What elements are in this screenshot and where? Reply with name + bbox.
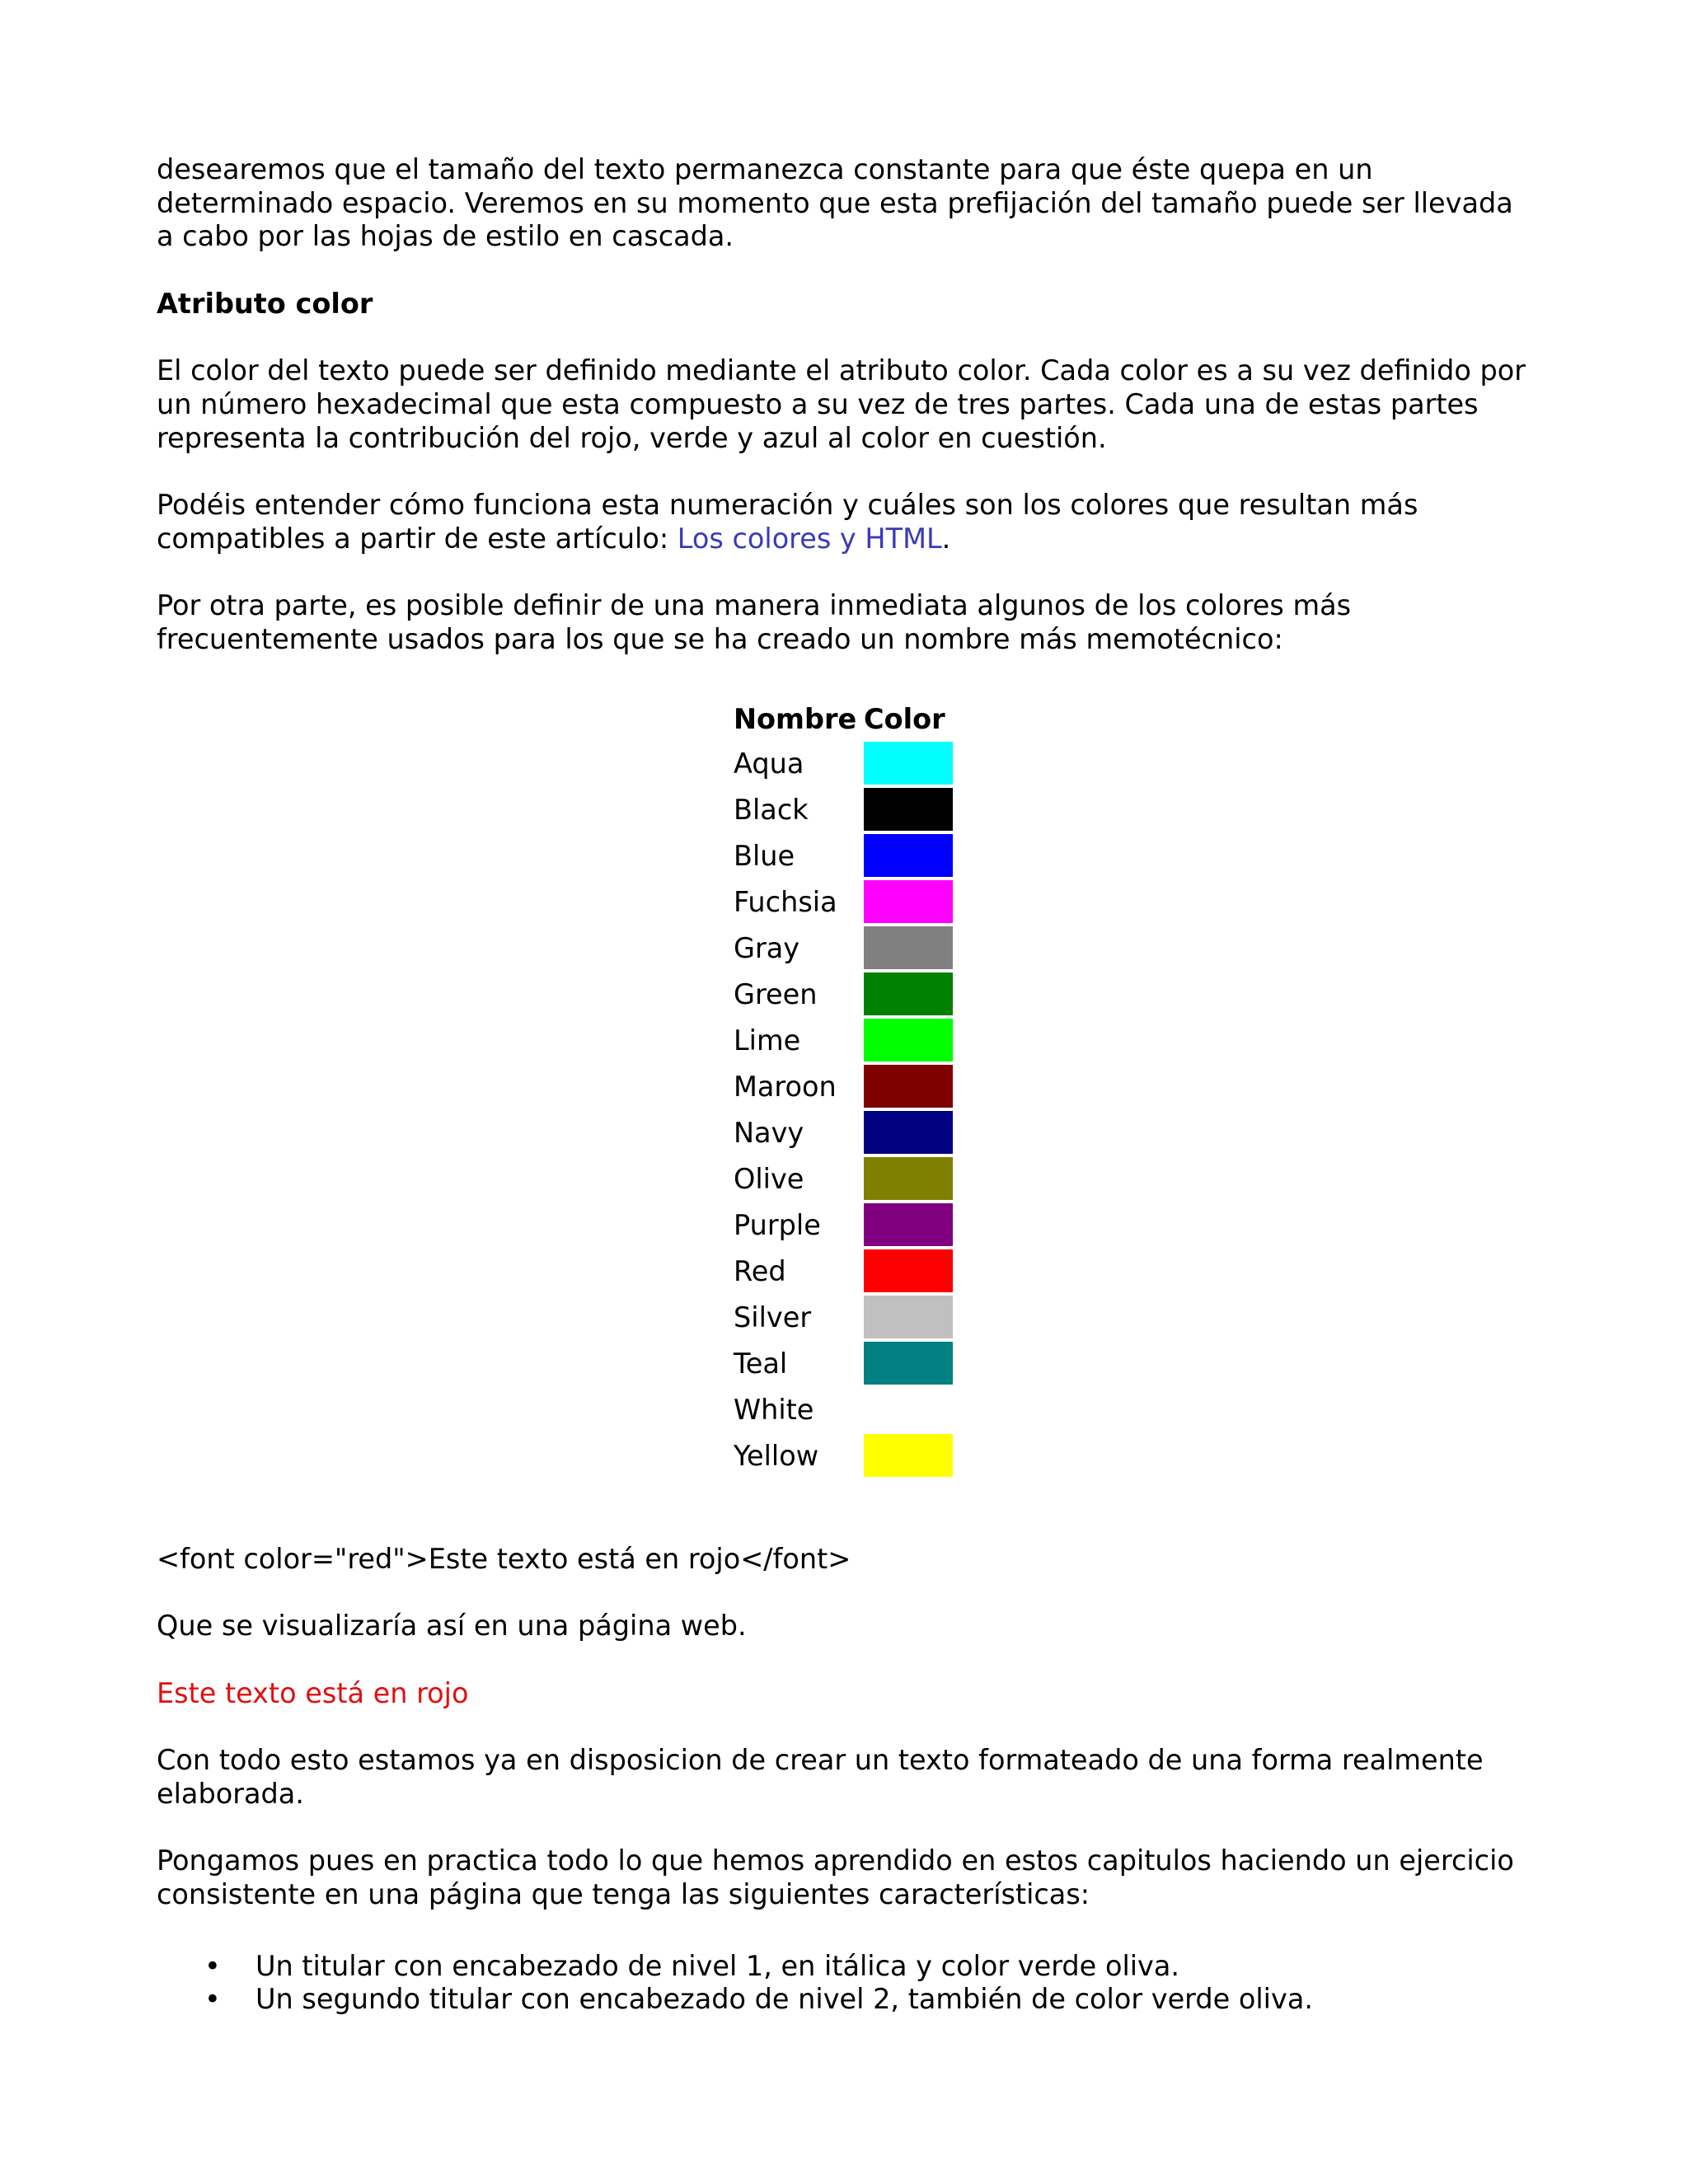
list-item-text: Un titular con encabezado de nivel 1, en itálica y color verde oliva.: [256, 1949, 1180, 1982]
color-swatch-cell: [864, 832, 956, 879]
color-swatch-cell: [864, 1202, 956, 1248]
exercise-line-1: Pongamos pues en practica todo lo que hemos aprendido en estos capitulos haciendo un ejercicio: [157, 1844, 1514, 1877]
color-swatch-cell: [864, 879, 956, 925]
color-name: Olive: [734, 1162, 804, 1195]
color-swatch: [864, 1111, 953, 1154]
color-row-black: [734, 786, 956, 832]
color-row-blue: [734, 832, 956, 879]
color-name: Blue: [734, 839, 795, 872]
color-swatch: [864, 1203, 953, 1246]
document-body: [157, 153, 1541, 690]
article-ref-prefix: compatibles a partir de este artículo:: [157, 522, 678, 555]
color-name: Gray: [734, 931, 800, 964]
document-body-lower: [157, 1543, 1541, 2017]
color-name: Yellow: [734, 1439, 819, 1472]
color-name: Navy: [734, 1116, 804, 1149]
color-swatch-cell: [864, 1109, 956, 1155]
article-ref-suffix: .: [941, 522, 951, 555]
exercise-line-2: consistente en una página que tenga las siguientes características:: [157, 1877, 1090, 1910]
color-row-navy: [734, 1109, 956, 1155]
color-row-yellow: [734, 1432, 956, 1479]
color-table-header: [734, 697, 956, 740]
color-name: Black: [734, 793, 809, 826]
color-swatch-cell: [864, 1248, 956, 1294]
article-ref-paragraph: [157, 489, 1541, 555]
color-swatch: [864, 834, 953, 877]
color-name: Red: [734, 1254, 786, 1287]
formatted-text-paragraph: [157, 1744, 1541, 1811]
bullet-icon: •: [204, 1983, 221, 2016]
color-name: Fuchsia: [734, 885, 837, 918]
color-name: Teal: [734, 1347, 788, 1380]
color-row-white: [734, 1386, 956, 1432]
color-swatch: [864, 1157, 953, 1200]
color-row-gray: [734, 925, 956, 971]
color-swatch: [864, 1249, 953, 1292]
color-row-olive: [734, 1155, 956, 1202]
color-swatch-cell: [864, 925, 956, 971]
color-swatch-cell: [864, 1386, 956, 1432]
color-swatch-cell: [864, 1294, 956, 1340]
color-table-body: [734, 740, 956, 1479]
color-swatch: [864, 1065, 953, 1108]
color-row-purple: [734, 1202, 956, 1248]
color-row-silver: [734, 1294, 956, 1340]
exercise-intro-paragraph: [157, 1844, 1541, 1911]
formatted-line-1: Con todo esto estamos ya en disposicion de crear un texto formateado de una forma realmente: [157, 1744, 1484, 1777]
color-swatch: [864, 742, 953, 785]
color-row-green: [734, 971, 956, 1017]
color-swatch-cell: [864, 1155, 956, 1202]
list-item-text: Un segundo titular con encabezado de nivel 2, también de color verde oliva.: [256, 1983, 1313, 2016]
color-row-lime: [734, 1017, 956, 1063]
color-swatch-cell: [864, 1340, 956, 1386]
color-name: Green: [734, 977, 818, 1010]
list-item: [157, 1983, 1541, 2017]
color-explain-paragraph: [157, 354, 1541, 455]
color-swatch: [864, 1434, 953, 1477]
color-name: Purple: [734, 1208, 821, 1241]
color-swatch: [864, 880, 953, 923]
color-row-teal: [734, 1340, 956, 1386]
bullet-icon: •: [204, 1949, 221, 1982]
color-name: Silver: [734, 1301, 812, 1333]
color-swatch-cell: [864, 971, 956, 1017]
article-ref-line-1: Podéis entender cómo funciona esta numeración y cuáles son los colores que resultan más: [157, 488, 1418, 521]
color-swatch: [864, 1388, 953, 1431]
color-swatch: [864, 788, 953, 831]
color-swatch-cell: [864, 1017, 956, 1063]
list-item: [157, 1950, 1541, 1984]
color-row-maroon: [734, 1063, 956, 1109]
color-names-table: [734, 697, 956, 1479]
intro-line-2: determinado espacio. Veremos en su momento que esta prefijación del tamaño puede ser llevada: [157, 186, 1513, 219]
requirements-list: [157, 1950, 1541, 2017]
color-swatch: [864, 1342, 953, 1385]
color-name: Lime: [734, 1024, 801, 1057]
color-row-red: [734, 1248, 956, 1294]
intro-paragraph: [157, 153, 1541, 254]
color-swatch: [864, 926, 953, 969]
color-name: Maroon: [734, 1070, 837, 1103]
color-name: Aqua: [734, 747, 804, 780]
color-swatch-cell: [864, 740, 956, 786]
color-swatch: [864, 1296, 953, 1338]
color-swatch: [864, 1019, 953, 1062]
formatted-line-2: elaborada.: [157, 1777, 304, 1810]
named-colors-line-1: Por otra parte, es posible definir de una manera inmediata algunos de los colores más: [157, 589, 1352, 622]
section-heading: Atributo color: [157, 287, 373, 320]
visualize-text: Que se visualizaría así en una página web.: [157, 1610, 747, 1643]
code-example: <font color="red">Este texto está en rojo</font>: [157, 1543, 851, 1575]
red-example-text: Este texto está en rojo: [157, 1676, 469, 1709]
color-swatch-cell: [864, 1063, 956, 1109]
color-swatch: [864, 972, 953, 1015]
intro-line-3: a cabo por las hojas de estilo en cascada.: [157, 220, 734, 253]
color-swatch-cell: [864, 786, 956, 832]
header-name: Nombre: [734, 702, 857, 735]
named-colors-intro-paragraph: [157, 589, 1541, 656]
named-colors-line-2: frecuentemente usados para los que se ha creado un nombre más memotécnico:: [157, 622, 1283, 655]
color-explain-line-1: El color del texto puede ser definido mediante el atributo color. Cada color es a su vez definido por: [157, 354, 1526, 387]
color-swatch-cell: [864, 1432, 956, 1479]
color-explain-line-2: un número hexadecimal que esta compuesto a su vez de tres partes. Cada una de estas partes: [157, 387, 1479, 420]
color-row-fuchsia: [734, 879, 956, 925]
intro-line-1: desearemos que el tamaño del texto permanezca constante para que éste quepa en un: [157, 153, 1373, 185]
color-name: White: [734, 1393, 814, 1426]
colors-html-link[interactable]: Los colores y HTML: [677, 522, 942, 555]
color-explain-line-3: representa la contribución del rojo, verde y azul al color en cuestión.: [157, 421, 1107, 454]
header-color: Color: [864, 702, 945, 735]
color-row-aqua: [734, 740, 956, 786]
